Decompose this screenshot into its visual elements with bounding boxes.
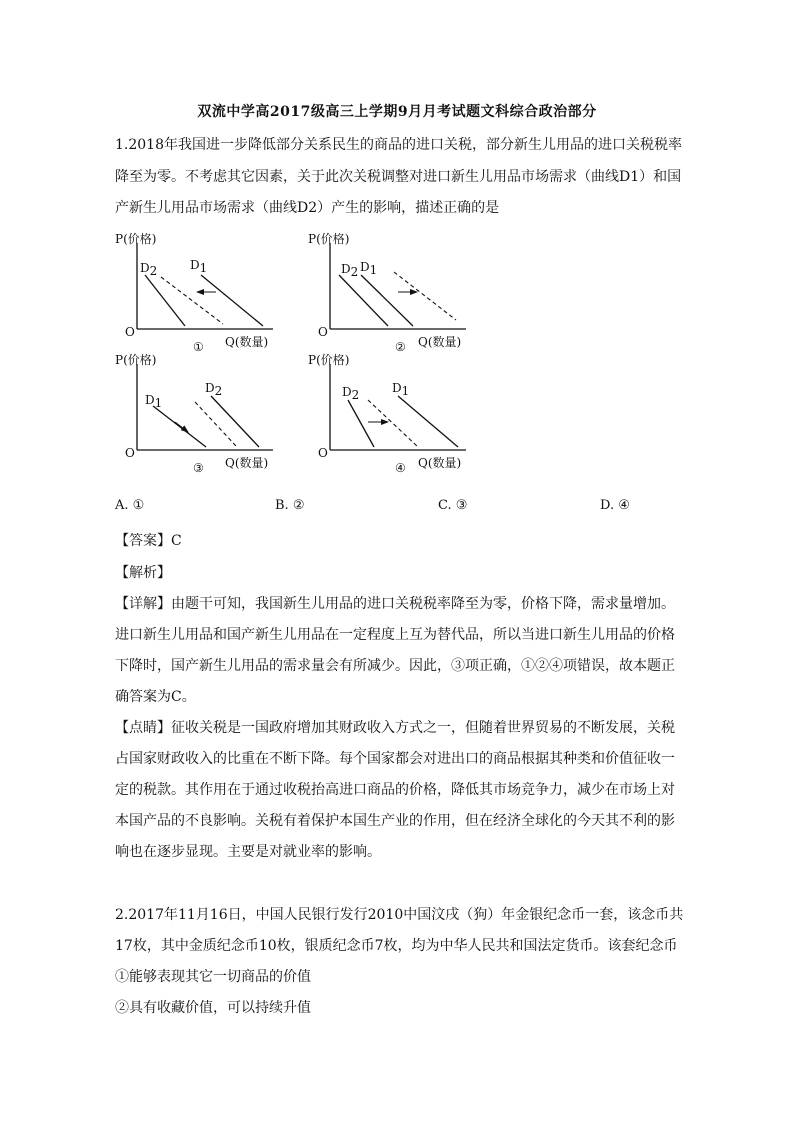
y-axis-label: P(价格) [308,353,350,367]
curve-left [153,406,206,447]
curve-right [398,396,458,447]
graph-number: ② [395,340,406,354]
graph-number: ③ [193,461,204,475]
origin-label: O [125,446,135,460]
right-curve-label: D1 [360,260,378,277]
comment-line-5: 响也在逐步显现。主要是对就业率的影响。 [115,844,381,860]
detail-line-1: 【详解】由题干可知，我国新生儿用品的进口关税税率降至为零，价格下降，需求量增加。 [115,596,675,612]
q2-line-1: 2.2017年11月16日，中国人民银行发行2010中国汶戌（狗）年金银纪念币一套，该念币共 [115,907,684,923]
y-axis-label: P(价格) [115,353,157,367]
curve-right [201,275,263,326]
curve-dashed [394,272,456,320]
right-curve-label: D1 [392,381,410,398]
left-curve-label: D2 [140,261,158,278]
curve-dashed [161,277,223,324]
right-curve-label: D1 [190,258,208,275]
x-axis-label: Q(数量) [418,456,462,470]
left-curve-label: D1 [145,393,163,410]
shift-arrow [175,422,188,432]
demand-graph-4 [306,350,536,475]
answer-line [115,530,691,550]
option-c: C. ③ [438,498,468,513]
detail-label: 【详解】 [115,596,171,612]
right-curve-label: D2 [205,381,223,398]
option-a: A. ① [115,498,145,513]
graph-number: ④ [395,461,406,475]
detail-line-2: 进口新生儿用品和国产新生儿用品在一定程度上互为替代品，所以当进口新生儿用品的价格 [115,627,675,643]
origin-label: O [125,325,135,339]
detail-line-4: 确答案为C。 [115,689,196,705]
comment-line-3: 定的税款。其作用在于通过收税抬高进口商品的价格，降低其市场竞争力，减少在市场上对 [115,782,675,798]
q1-stem-line-1: 1.2018年我国进一步降低部分关系民生的商品的进口关税，部分新生儿用品的进口关税税率 [115,137,682,153]
left-curve-label: D2 [342,385,360,402]
q2-line-2: 17枚，其中金质纪念币10枚，银质纪念币7枚，均为中华人民共和国法定货币。该套纪念币 [115,938,678,954]
y-axis-label: P(价格) [308,232,350,246]
origin-label: O [318,325,328,339]
option-b: B. ② [275,498,305,513]
demand-graph-2 [306,229,536,354]
page-title: 双流中学高2017级高三上学期9月月考试题文科综合政治部分 [197,104,597,120]
option-d: D. ④ [600,498,630,513]
curve-left [145,275,185,326]
curve-left [339,275,388,326]
answer-label: 【答案】 [115,533,171,549]
comment-label: 【点睛】 [115,720,171,736]
x-axis-label: Q(数量) [418,335,462,349]
graph-number: ① [193,340,204,354]
q2-option-2: ②具有收藏价值，可以持续升值 [115,1000,311,1016]
curve-middle [361,275,413,326]
comment-line-4: 本国产品的不良影响。关税有着保护本国生产业的作用，但在经济全球化的今天其不利的影 [115,813,675,829]
y-axis-label: P(价格) [115,232,157,246]
origin-label: O [318,446,328,460]
comment-line-2: 占国家财政收入的比重在不断下降。每个国家都会对进出口的商品根据其种类和价值征收一 [115,751,675,767]
answer-value: C [171,533,182,549]
curve-dashed [195,402,237,447]
q1-stem-line-2: 降至为零。不考虑其它因素，关于此次关税调整对进口新生儿用品市场需求（曲线D1）和国 [115,169,682,185]
analysis-label: 【解析】 [115,565,171,581]
x-axis-label: Q(数量) [225,335,269,349]
detail-line-3: 下降时，国产新生儿用品的需求量会有所减少。因此，③项正确，①②④项错误，故本题正 [115,658,675,674]
curve-left [348,400,374,447]
q2-option-1: ①能够表现其它一切商品的价值 [115,969,311,985]
curve-right [211,396,259,447]
x-axis-label: Q(数量) [225,456,269,470]
comment-line-1: 【点睛】征收关税是一国政府增加其财政收入方式之一，但随着世界贸易的不断发展，关税 [115,720,675,736]
q1-stem-line-3: 产新生儿用品市场需求（曲线D2）产生的影响，描述正确的是 [115,200,500,216]
left-curve-label: D2 [341,262,359,279]
